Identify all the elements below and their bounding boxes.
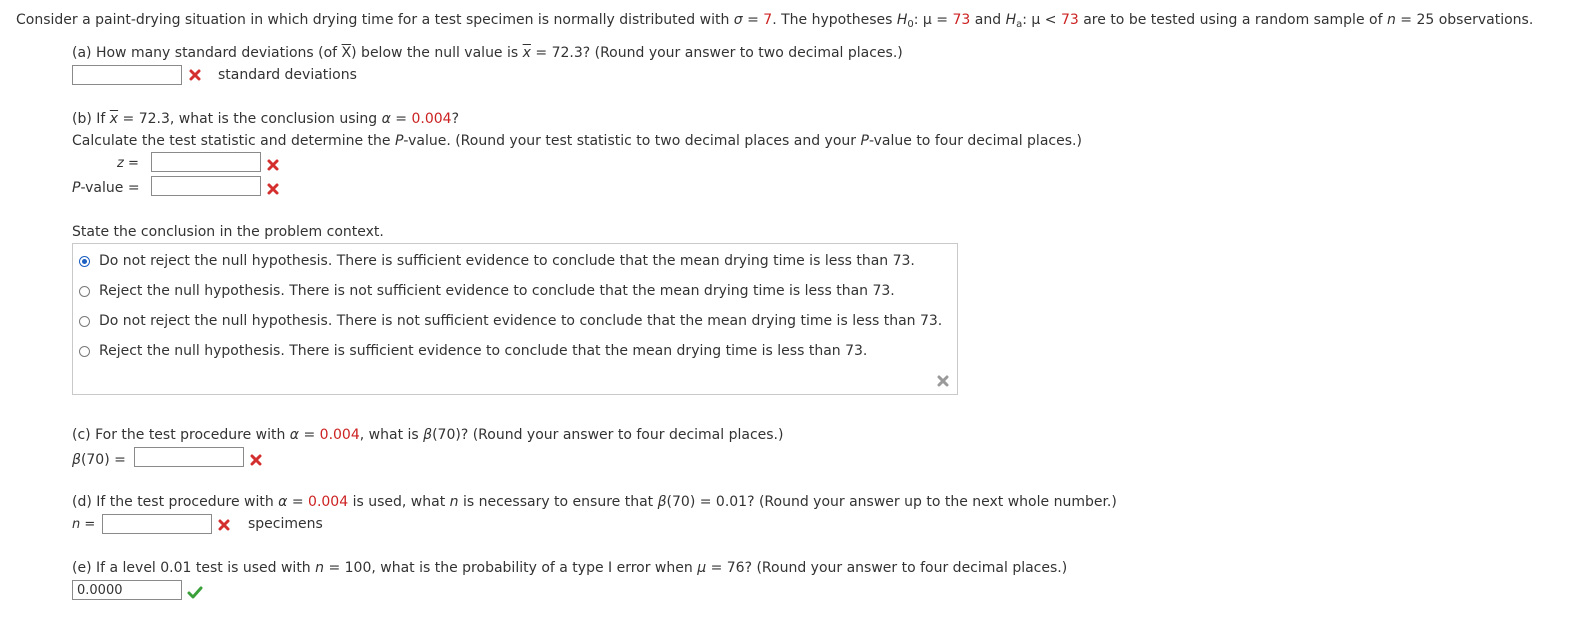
conclusion-radio-2[interactable] (79, 286, 90, 297)
x-icon (266, 158, 280, 172)
p-value-input[interactable] (151, 176, 261, 196)
conclusion-radio-3[interactable] (79, 316, 90, 327)
n-label: n = (72, 517, 96, 532)
part-e-question: (e) If a level 0.01 test is used with n = 100, what is the probability of a type I error when μ = 76? (Round your answer to four decimal places.) (72, 560, 1068, 576)
part-a-unit: standard deviations (218, 67, 357, 83)
part-c-question: (c) For the test procedure with α = 0.004, what is β(70)? (Round your answer to four decimal places.) (72, 427, 784, 443)
checkmark-icon (187, 585, 203, 599)
conclusion-radio-4[interactable] (79, 346, 90, 357)
beta-input[interactable] (134, 447, 244, 467)
conclusion-option-1[interactable]: Do not reject the null hypothesis. There is sufficient evidence to conclude that the mean drying time is less than 73. (99, 253, 915, 269)
conclusion-option-3[interactable]: Do not reject the null hypothesis. There is not sufficient evidence to conclude that the mean drying time is less than 73. (99, 313, 943, 329)
part-a-answer-input[interactable] (72, 65, 182, 85)
x-icon (217, 518, 231, 532)
conclusion-prompt: State the conclusion in the problem context. (72, 224, 384, 240)
p-value-label: P-value = (72, 180, 140, 196)
part-a-question: (a) How many standard deviations (of $\overline{X}$) below the null value is $\overline{x} = 72.3$? (Round your answer to two decimal places.) (72, 45, 903, 61)
beta-label: β(70) = (72, 452, 126, 468)
x-icon (249, 453, 263, 467)
x-icon (266, 182, 280, 196)
z-label: z = (117, 156, 139, 171)
conclusion-option-4[interactable]: Reject the null hypothesis. There is sufficient evidence to conclude that the mean drying time is less than 73. (99, 343, 868, 359)
part-b-question: (b) If $\overline{x} = 72.3$, what is the conclusion using α = 0.004? (72, 111, 460, 127)
part-e-answer-input[interactable] (72, 580, 182, 600)
problem-intro: Consider a paint-drying situation in which drying time for a test specimen is normally distributed with σ = 7. The hypotheses $H_0$: μ = 73 and $H_a$: μ < 73 are to be tested using a random sample of n = 25 observations. (16, 12, 1534, 30)
part-d-question: (d) If the test procedure with α = 0.004 is used, what n is necessary to ensure that β(70) = 0.01? (Round your answer up to the next whole number.) (72, 494, 1117, 510)
x-icon (936, 374, 950, 388)
z-input[interactable] (151, 152, 261, 172)
n-input[interactable] (102, 514, 212, 534)
x-icon (188, 68, 202, 82)
conclusion-option-2[interactable]: Reject the null hypothesis. There is not sufficient evidence to conclude that the mean drying time is less than 73. (99, 283, 895, 299)
part-d-unit: specimens (248, 516, 323, 532)
conclusion-radio-1[interactable] (79, 256, 90, 267)
conclusion-options (72, 243, 958, 395)
part-b-instructions: Calculate the test statistic and determine the P-value. (Round your test statistic to two decimal places and your P-value to four decimal places.) (72, 133, 1082, 149)
